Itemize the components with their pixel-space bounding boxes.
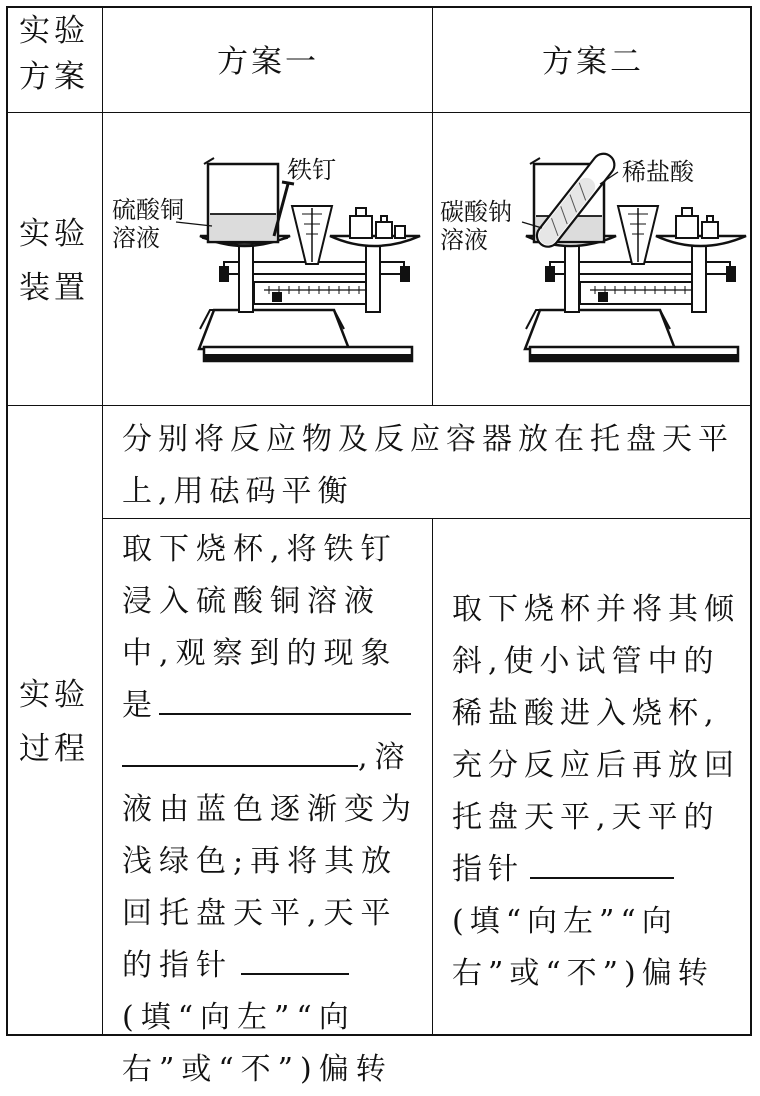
- plan2-apparatus-figure: [434, 114, 750, 404]
- plan1-process-text: [122, 524, 420, 1096]
- plan2-process-text: [452, 584, 742, 1000]
- plan1-apparatus-figure: [104, 114, 430, 404]
- col-divider-plans-top: [432, 6, 433, 405]
- plan2-answer-blank[interactable]: [530, 847, 674, 879]
- apparatus-row-label: 实验 装置: [19, 216, 89, 306]
- col-divider-label: [102, 6, 103, 1036]
- plan1-text-part2: ,溶液由蓝色逐渐变为浅绿色;再将其放回托盘天平,天平的指针: [122, 740, 418, 983]
- plan2-text-part1: 取下烧杯并将其倾斜,使小试管中的稀盐酸进入烧杯,充分反应后再放回托盘天平,天平的指针: [452, 592, 740, 887]
- plan1-answer-blank-2[interactable]: [241, 943, 349, 975]
- plan2-header: 方案二: [542, 44, 644, 80]
- common-process-text: 分别将反应物及反应容器放在托盘天平上,用砝码平衡: [122, 422, 734, 509]
- process-row-label: 实验 过程: [19, 677, 89, 767]
- plan2-text-part2: (填“向左”“向右”或“不”)偏转: [452, 904, 714, 991]
- col0-header-label: 实验 方案: [19, 13, 89, 95]
- plan1-answer-blank-1[interactable]: [159, 683, 411, 715]
- plan2-solution-label: 碳酸钠 溶液: [440, 198, 512, 254]
- row-divider-common: [102, 518, 752, 519]
- plan1-text-part1: 取下烧杯,将铁钉浸入硫酸铜溶液中,观察到的现象是: [122, 532, 398, 723]
- plan1-header: 方案一: [217, 44, 319, 80]
- plan1-nail-label: 铁钉: [288, 156, 336, 184]
- col-divider-plans-bottom: [432, 518, 433, 1036]
- plan1-solution-label: 硫酸铜 溶液: [112, 196, 184, 252]
- row-divider-apparatus: [6, 405, 752, 406]
- plan1-answer-blank-1b[interactable]: [122, 735, 358, 767]
- row-divider-header: [6, 112, 752, 113]
- plan1-text-part3: (填“向左”“向右”或“不”)偏转: [122, 1000, 393, 1087]
- plan2-acid-label: 稀盐酸: [622, 158, 694, 186]
